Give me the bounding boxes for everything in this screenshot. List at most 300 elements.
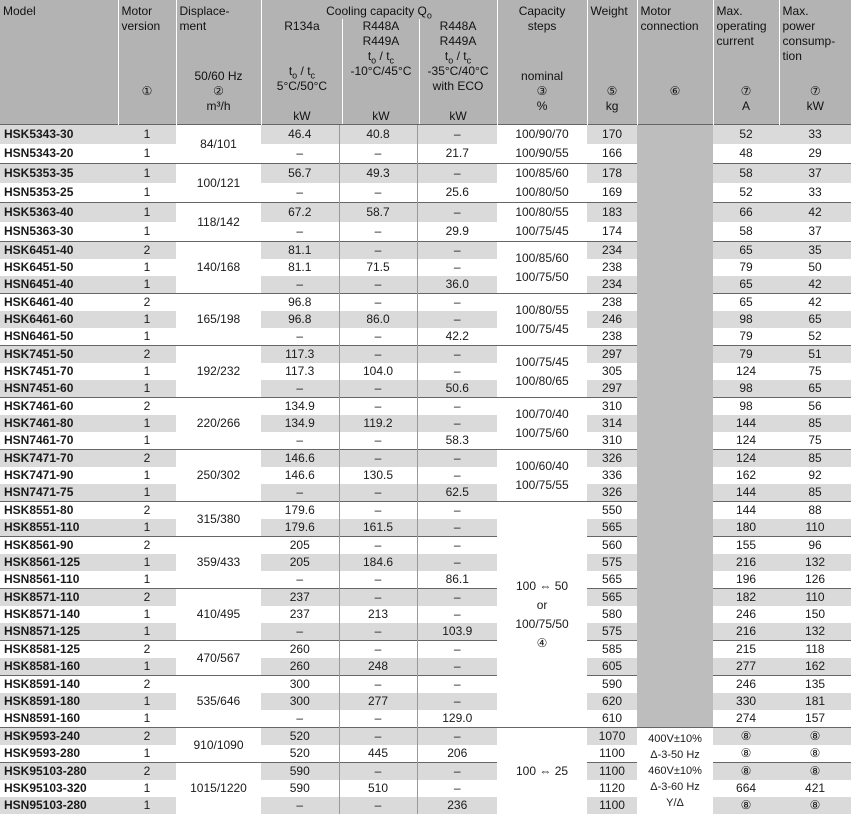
max-current-cell: 162	[713, 467, 779, 484]
displacement-cell: 220/266	[176, 398, 261, 450]
capacity-steps-8500	[497, 502, 587, 728]
cap-r448a-eco-cell: –	[417, 346, 497, 364]
max-power-cell: 110	[779, 519, 851, 537]
max-current-cell: 66	[713, 203, 779, 223]
weight-cell: 575	[587, 554, 637, 571]
weight-cell: 1100	[587, 745, 637, 763]
cap-r134a-cell: 260	[261, 658, 339, 676]
cooling-title: Cooling capacity $Q_o$	[262, 4, 497, 19]
max-power-cell: 85	[779, 415, 851, 432]
model-cell: HSN95103-280	[0, 797, 118, 814]
motor-version-cell: 1	[118, 125, 176, 145]
cap-r448a-eco-cell: 58.3	[417, 432, 497, 450]
capacity-step: 100/75/55	[500, 476, 584, 495]
cap-r448a-eco-cell: –	[417, 641, 497, 659]
capacity-step: 100/75/45	[500, 353, 584, 372]
cap-r134a-cell: –	[261, 710, 339, 728]
table-row	[0, 183, 851, 203]
displacement-cell: 410/495	[176, 589, 261, 641]
motor-version-cell: 2	[118, 242, 176, 260]
header-row	[0, 0, 851, 125]
max-current-cell: 246	[713, 606, 779, 623]
table-row	[0, 415, 851, 432]
max-power-cell: 88	[779, 502, 851, 520]
table-row	[0, 242, 851, 260]
capacity-step: 100/85/60	[500, 249, 584, 268]
max-current-cell: 58	[713, 222, 779, 242]
cap-r448a-eco-cell: –	[417, 693, 497, 710]
cap-r448a-eco-cell: –	[417, 259, 497, 276]
motor-version-cell: 2	[118, 589, 176, 607]
capacity-step: 100/75/50	[500, 615, 584, 634]
max-current-cell: 65	[713, 294, 779, 312]
weight-cell: 305	[587, 363, 637, 380]
cap-r134a-cell: 179.6	[261, 519, 339, 537]
max-power-cell: 157	[779, 710, 851, 728]
max-current-cell: 274	[713, 710, 779, 728]
capacity-steps-cell	[497, 294, 587, 346]
motor-version-cell: 1	[118, 432, 176, 450]
max-power-cell: 126	[779, 571, 851, 589]
cap-r448a-eco-cell: –	[417, 606, 497, 623]
capacity-step: or	[500, 596, 584, 615]
motor-version-cell: 1	[118, 658, 176, 676]
cap-r134a-cell: 590	[261, 780, 339, 797]
cooling-r134a: R134a $t_o / t_c$ 5°C/50°C kW	[262, 19, 343, 124]
capacity-step: 100/80/65	[500, 372, 584, 391]
displacement-cell: 165/198	[176, 294, 261, 346]
max-current-cell: 124	[713, 432, 779, 450]
motor-version-cell: 1	[118, 311, 176, 328]
model-cell: HSN7471-75	[0, 484, 118, 502]
cap-r448a-cell: 86.0	[339, 311, 417, 328]
cap-r134a-cell: 81.1	[261, 259, 339, 276]
cap-r448a-cell: –	[339, 763, 417, 781]
weight-cell: 238	[587, 259, 637, 276]
max-power-cell: 29	[779, 144, 851, 164]
cap-r448a-eco-cell: –	[417, 780, 497, 797]
displacement-cell: 535/646	[176, 676, 261, 728]
cap-r448a-cell: –	[339, 450, 417, 468]
max-current-cell: 277	[713, 658, 779, 676]
max-current-cell: 216	[713, 623, 779, 641]
cap-r448a-eco-cell: 50.6	[417, 380, 497, 398]
table-row	[0, 589, 851, 607]
weight-cell: 620	[587, 693, 637, 710]
model-cell: HSK7461-60	[0, 398, 118, 416]
model-cell: HSN5363-30	[0, 222, 118, 242]
max-current-cell: 65	[713, 242, 779, 260]
table-row	[0, 676, 851, 694]
motor-version-cell: 1	[118, 415, 176, 432]
capacity-steps-cell	[497, 242, 587, 294]
model-cell: HSK8561-125	[0, 554, 118, 571]
motor-version-cell: 2	[118, 676, 176, 694]
max-power-cell: 51	[779, 346, 851, 364]
table-row	[0, 623, 851, 641]
cap-r134a-cell: 260	[261, 641, 339, 659]
cap-r448a-cell: –	[339, 222, 417, 242]
cap-r448a-cell: –	[339, 502, 417, 520]
cap-r134a-cell: 237	[261, 589, 339, 607]
max-power-cell: 37	[779, 164, 851, 184]
model-cell: HSK8591-180	[0, 693, 118, 710]
table-row	[0, 797, 851, 814]
max-power-cell: 85	[779, 450, 851, 468]
cap-r448a-cell: –	[339, 183, 417, 203]
displacement-cell: 359/433	[176, 537, 261, 589]
cap-r134a-cell: 205	[261, 537, 339, 555]
displacement-cell: 140/168	[176, 242, 261, 294]
cap-r448a-cell: 184.6	[339, 554, 417, 571]
weight-cell: 314	[587, 415, 637, 432]
table-row	[0, 432, 851, 450]
weight-cell: 166	[587, 144, 637, 164]
motor-version-cell: 1	[118, 745, 176, 763]
weight-cell: 560	[587, 537, 637, 555]
capacity-steps-cell	[497, 346, 587, 398]
cap-r134a-cell: 117.3	[261, 363, 339, 380]
max-power-cell: 132	[779, 554, 851, 571]
capacity-step: 100 ⇔ 50	[500, 577, 584, 596]
model-cell: HSK8551-110	[0, 519, 118, 537]
capacity-steps-cell	[497, 450, 587, 502]
max-current-cell: 52	[713, 183, 779, 203]
cap-r448a-eco-cell: 86.1	[417, 571, 497, 589]
motor-connection-star-delta	[637, 728, 713, 814]
table-row	[0, 276, 851, 294]
displacement-cell: 84/101	[176, 125, 261, 164]
cap-r448a-eco-cell: –	[417, 658, 497, 676]
max-power-cell: 421	[779, 780, 851, 797]
motor-version-cell: 2	[118, 398, 176, 416]
cap-r448a-eco-cell: –	[417, 415, 497, 432]
cap-r134a-cell: –	[261, 484, 339, 502]
max-current-cell: 124	[713, 363, 779, 380]
weight-cell: 565	[587, 589, 637, 607]
table-row	[0, 222, 851, 242]
cap-r134a-cell: 81.1	[261, 242, 339, 260]
cap-r448a-eco-cell: –	[417, 554, 497, 571]
cap-r134a-cell: 96.8	[261, 294, 339, 312]
max-current-cell: 215	[713, 641, 779, 659]
motor-connection-line: 460V±10%	[640, 763, 710, 779]
model-cell: HSK8581-125	[0, 641, 118, 659]
cap-r448a-cell: –	[339, 571, 417, 589]
cap-r448a-cell: 277	[339, 693, 417, 710]
table-row	[0, 728, 851, 746]
weight-cell: 1120	[587, 780, 637, 797]
motor-version-cell: 1	[118, 328, 176, 346]
table-row	[0, 658, 851, 676]
motor-version-cell: 1	[118, 276, 176, 294]
motor-connection-line: Δ-3-50 Hz	[640, 747, 710, 763]
weight-cell: 310	[587, 432, 637, 450]
cap-r448a-cell: –	[339, 484, 417, 502]
capacity-steps-cell	[497, 164, 587, 203]
cap-r134a-cell: –	[261, 571, 339, 589]
cap-r448a-cell: –	[339, 589, 417, 607]
model-cell: HSK9593-280	[0, 745, 118, 763]
cap-r134a-cell: 205	[261, 554, 339, 571]
cap-r448a-eco-cell: 42.2	[417, 328, 497, 346]
cap-r448a-eco-cell: 62.5	[417, 484, 497, 502]
cap-r448a-cell: 510	[339, 780, 417, 797]
model-cell: HSK7451-50	[0, 346, 118, 364]
motor-version-cell: 1	[118, 164, 176, 184]
max-current-cell: ⑧	[713, 797, 779, 814]
max-current-cell: 79	[713, 346, 779, 364]
displacement-cell: 192/232	[176, 346, 261, 398]
capacity-step: 100/75/60	[500, 424, 584, 443]
max-current-cell: 65	[713, 276, 779, 294]
weight-cell: 238	[587, 328, 637, 346]
motor-version-cell: 1	[118, 519, 176, 537]
max-power-cell: 42	[779, 294, 851, 312]
header-model: Model	[0, 0, 118, 125]
max-current-cell: 58	[713, 164, 779, 184]
header-motor-connection: Motor connection ⑥	[637, 0, 713, 125]
max-current-cell: 246	[713, 676, 779, 694]
cap-r448a-eco-cell: –	[417, 519, 497, 537]
cap-r448a-cell: 119.2	[339, 415, 417, 432]
motor-version-cell: 1	[118, 623, 176, 641]
cap-r448a-eco-cell: 21.7	[417, 144, 497, 164]
motor-connection-line: Y/Δ	[640, 795, 710, 811]
max-power-cell: 37	[779, 222, 851, 242]
cap-r448a-cell: 213	[339, 606, 417, 623]
cap-r448a-cell: 104.0	[339, 363, 417, 380]
max-power-cell: ⑧	[779, 728, 851, 746]
weight-cell: 580	[587, 606, 637, 623]
motor-version-cell: 1	[118, 484, 176, 502]
weight-cell: 610	[587, 710, 637, 728]
table-row	[0, 467, 851, 484]
capacity-step: 100/90/70	[500, 125, 584, 144]
max-current-cell: 98	[713, 311, 779, 328]
weight-cell: 170	[587, 125, 637, 145]
weight-cell: 1100	[587, 763, 637, 781]
capacity-steps-cell	[497, 398, 587, 450]
motor-version-cell: 1	[118, 554, 176, 571]
max-power-cell: 92	[779, 467, 851, 484]
displacement-cell: 250/302	[176, 450, 261, 502]
cap-r448a-cell: –	[339, 294, 417, 312]
capacity-step: 100/80/50	[500, 183, 584, 202]
max-power-cell: 135	[779, 676, 851, 694]
table-row	[0, 780, 851, 797]
cap-r448a-cell: –	[339, 242, 417, 260]
max-current-cell: 79	[713, 259, 779, 276]
header-displacement: Displace- ment 50/60 Hz ② m³/h	[176, 0, 261, 125]
cap-r448a-cell: –	[339, 276, 417, 294]
table-row	[0, 294, 851, 312]
max-current-cell: ⑧	[713, 763, 779, 781]
max-power-cell: ⑧	[779, 745, 851, 763]
weight-cell: 178	[587, 164, 637, 184]
cap-r448a-eco-cell: 36.0	[417, 276, 497, 294]
cap-r134a-cell: 590	[261, 763, 339, 781]
model-cell: HSN7451-60	[0, 380, 118, 398]
cap-r448a-cell: 130.5	[339, 467, 417, 484]
model-cell: HSN6461-50	[0, 328, 118, 346]
displacement-cell: 470/567	[176, 641, 261, 676]
cap-r448a-eco-cell: 206	[417, 745, 497, 763]
cap-r448a-eco-cell: –	[417, 450, 497, 468]
header-max-power: Max. power consump- tion ⑦ kW	[779, 0, 851, 125]
table-row	[0, 554, 851, 571]
cap-r134a-cell: 146.6	[261, 450, 339, 468]
cap-r134a-cell: –	[261, 432, 339, 450]
motor-version-cell: 1	[118, 363, 176, 380]
cap-r134a-cell: 96.8	[261, 311, 339, 328]
table-row	[0, 606, 851, 623]
table-row	[0, 144, 851, 164]
weight-cell: 326	[587, 450, 637, 468]
max-power-cell: 150	[779, 606, 851, 623]
max-power-cell: 35	[779, 242, 851, 260]
max-power-cell: 65	[779, 380, 851, 398]
max-power-cell: ⑧	[779, 797, 851, 814]
max-power-cell: 132	[779, 623, 851, 641]
cap-r134a-cell: 117.3	[261, 346, 339, 364]
max-power-cell: 118	[779, 641, 851, 659]
motor-version-cell: 1	[118, 222, 176, 242]
cap-r134a-cell: –	[261, 623, 339, 641]
max-current-cell: 144	[713, 502, 779, 520]
model-cell: HSN5353-25	[0, 183, 118, 203]
motor-version-cell: 1	[118, 259, 176, 276]
model-cell: HSK7461-80	[0, 415, 118, 432]
max-power-cell: ⑧	[779, 763, 851, 781]
cap-r134a-cell: 146.6	[261, 467, 339, 484]
model-cell: HSK8571-140	[0, 606, 118, 623]
capacity-steps-cell	[497, 203, 587, 242]
capacity-step: 100/80/55	[500, 301, 584, 320]
max-power-cell: 33	[779, 183, 851, 203]
table-row	[0, 693, 851, 710]
max-current-cell: ⑧	[713, 728, 779, 746]
max-power-cell: 50	[779, 259, 851, 276]
motor-version-cell: 2	[118, 763, 176, 781]
motor-version-cell: 1	[118, 203, 176, 223]
motor-version-cell: 1	[118, 571, 176, 589]
displacement-cell: 118/142	[176, 203, 261, 242]
weight-cell: 575	[587, 623, 637, 641]
cap-r448a-eco-cell: 103.9	[417, 623, 497, 641]
table-row	[0, 450, 851, 468]
model-cell: HSK5343-30	[0, 125, 118, 145]
cap-r134a-cell: 520	[261, 745, 339, 763]
table-row	[0, 537, 851, 555]
model-cell: HSN8561-110	[0, 571, 118, 589]
cap-r134a-cell: 56.7	[261, 164, 339, 184]
max-power-cell: 42	[779, 276, 851, 294]
max-power-cell: 110	[779, 589, 851, 607]
model-cell: HSN7461-70	[0, 432, 118, 450]
cooling-r448a: R448A R449A $t_o / t_c$ -10°C/45°C kW	[342, 19, 418, 124]
cap-r448a-eco-cell: –	[417, 537, 497, 555]
displacement-cell: 910/1090	[176, 728, 261, 763]
table-body	[0, 125, 851, 814]
header-weight: Weight ⑤ kg	[587, 0, 637, 125]
cap-r448a-cell: –	[339, 797, 417, 814]
max-current-cell: 180	[713, 519, 779, 537]
cap-r448a-eco-cell: –	[417, 242, 497, 260]
model-cell: HSK5353-35	[0, 164, 118, 184]
cap-r448a-eco-cell: –	[417, 164, 497, 184]
model-cell: HSN5343-20	[0, 144, 118, 164]
cap-r448a-eco-cell: –	[417, 728, 497, 746]
max-power-cell: 181	[779, 693, 851, 710]
displacement-cell: 100/121	[176, 164, 261, 203]
table-row	[0, 641, 851, 659]
max-power-cell: 42	[779, 203, 851, 223]
cap-r134a-cell: 67.2	[261, 203, 339, 223]
model-cell: HSK9593-240	[0, 728, 118, 746]
motor-connection-line: 400V±10%	[640, 731, 710, 747]
cap-r448a-cell: –	[339, 728, 417, 746]
cap-r448a-cell: –	[339, 346, 417, 364]
motor-connection-part-winding	[637, 125, 713, 728]
weight-cell: 297	[587, 346, 637, 364]
max-power-cell: 56	[779, 398, 851, 416]
cap-r448a-eco-cell: –	[417, 363, 497, 380]
table-row	[0, 763, 851, 781]
model-cell: HSK8561-90	[0, 537, 118, 555]
cap-r448a-eco-cell: –	[417, 589, 497, 607]
max-current-cell: 48	[713, 144, 779, 164]
cap-r134a-cell: –	[261, 183, 339, 203]
cap-r448a-cell: 58.7	[339, 203, 417, 223]
motor-version-cell: 2	[118, 294, 176, 312]
table-row	[0, 363, 851, 380]
cap-r134a-cell: 134.9	[261, 415, 339, 432]
capacity-steps-9500: 100 ⇔ 25	[497, 728, 587, 814]
table-row	[0, 164, 851, 184]
motor-version-cell: 1	[118, 693, 176, 710]
cap-r134a-cell: –	[261, 380, 339, 398]
cap-r448a-eco-cell: –	[417, 676, 497, 694]
cap-r448a-eco-cell: 29.9	[417, 222, 497, 242]
motor-version-cell: 2	[118, 537, 176, 555]
table-row	[0, 380, 851, 398]
weight-cell: 169	[587, 183, 637, 203]
motor-version-cell: 1	[118, 797, 176, 814]
cap-r448a-eco-cell: –	[417, 398, 497, 416]
weight-cell: 174	[587, 222, 637, 242]
max-power-cell: 96	[779, 537, 851, 555]
cap-r448a-cell: –	[339, 537, 417, 555]
table-row	[0, 571, 851, 589]
cap-r134a-cell: 237	[261, 606, 339, 623]
cap-r448a-cell: 49.3	[339, 164, 417, 184]
header-max-current: Max. operating current ⑦ A	[713, 0, 779, 125]
model-cell: HSK6461-60	[0, 311, 118, 328]
capacity-step: 100/85/60	[500, 164, 584, 183]
motor-version-cell: 1	[118, 467, 176, 484]
cap-r448a-cell: –	[339, 328, 417, 346]
displacement-cell: 1015/1220	[176, 763, 261, 814]
table-row	[0, 259, 851, 276]
cap-r448a-cell: –	[339, 710, 417, 728]
cap-r448a-eco-cell: –	[417, 125, 497, 145]
cap-r448a-cell: 248	[339, 658, 417, 676]
weight-cell: 183	[587, 203, 637, 223]
max-current-cell: ⑧	[713, 745, 779, 763]
weight-cell: 234	[587, 276, 637, 294]
cooling-r448a-eco: R448A R449A $t_o / t_c$ -35°C/40°C with ECO kW	[419, 19, 497, 124]
